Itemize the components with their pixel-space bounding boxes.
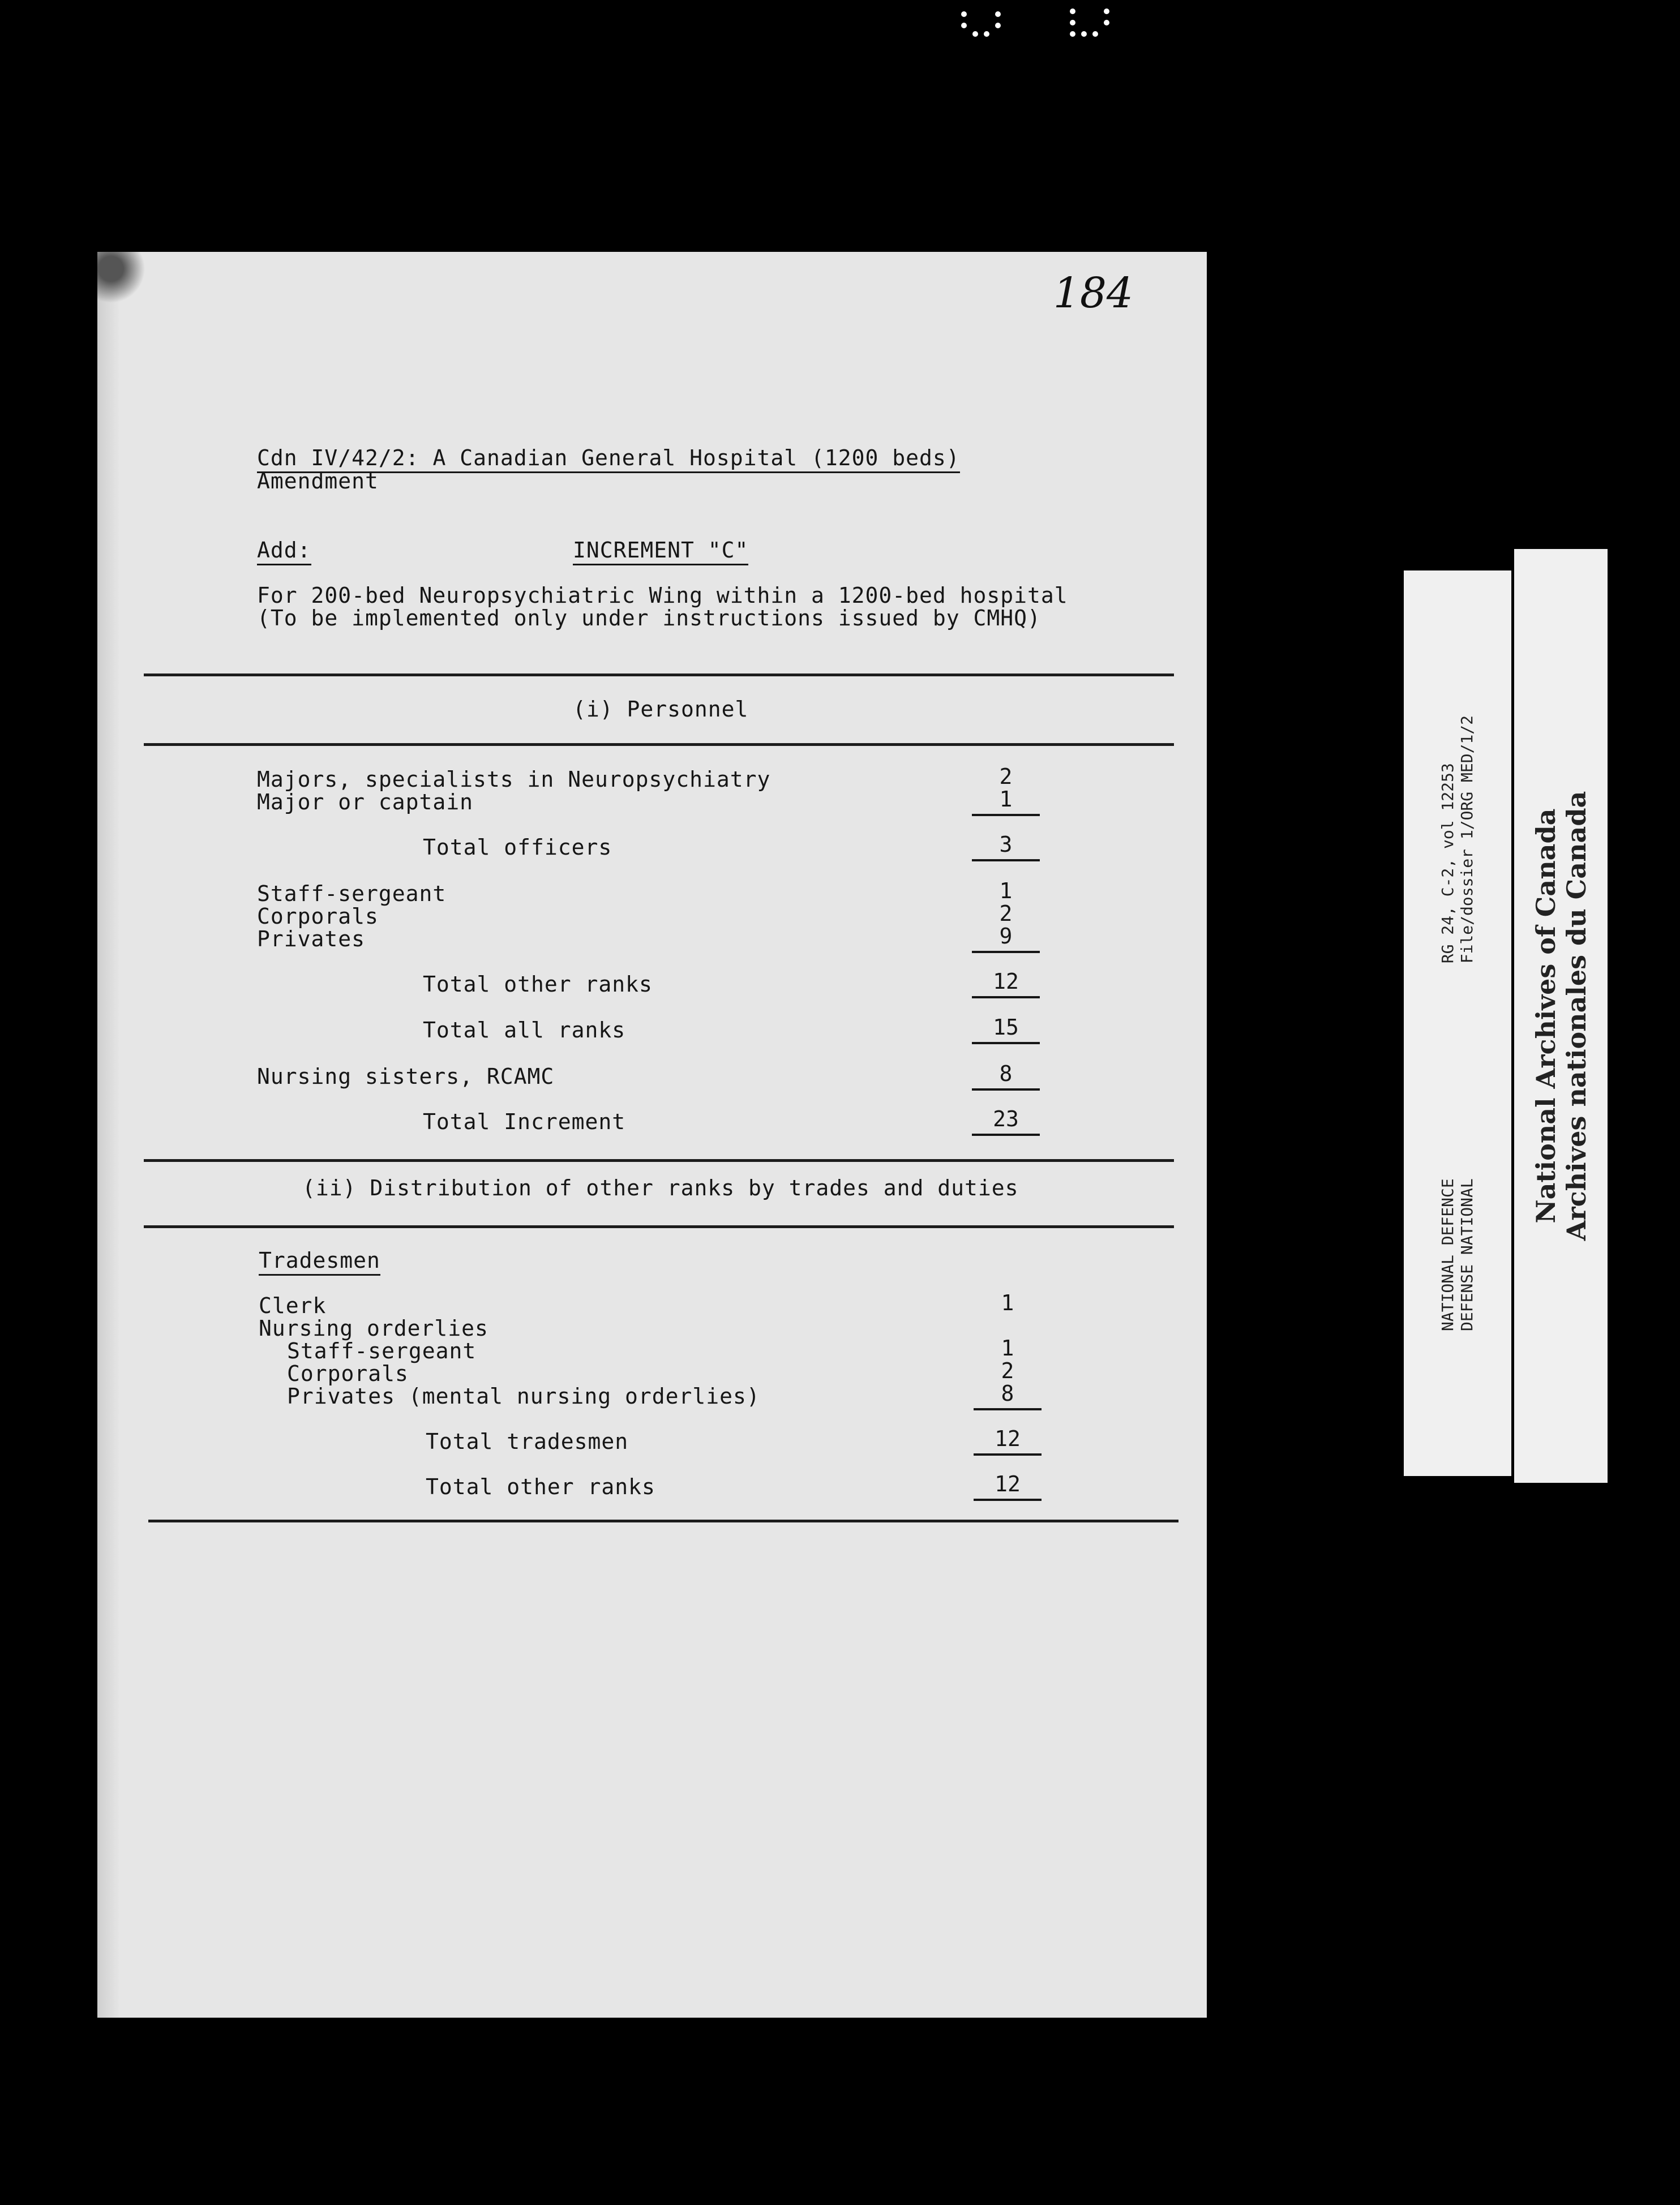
personnel-row-value: 2 — [999, 764, 1013, 789]
archive-name-text — [1531, 791, 1592, 1241]
distribution-row-value: 2 — [1001, 1358, 1014, 1383]
personnel-total-value: 15 — [972, 1015, 1040, 1044]
personnel-row-label: Major or captain — [257, 790, 474, 814]
distribution-row-label: Corporals — [287, 1361, 409, 1386]
archive-name-strip — [1514, 549, 1608, 1483]
archive-reference-line-1: RG 24, C-2, vol 12253 — [1438, 763, 1457, 964]
personnel-total-label: Total all ranks — [423, 1018, 626, 1043]
personnel-row-label: Staff-sergeant — [257, 881, 447, 906]
personnel-total-label: Total other ranks — [423, 972, 653, 997]
personnel-row-value: 9 — [972, 924, 1040, 953]
archive-reference-text — [1438, 715, 1477, 1331]
archive-reference-strip — [1404, 570, 1511, 1476]
add-label: Add: — [257, 538, 311, 565]
personnel-row-label: Majors, specialists in Neuropsychiatry — [257, 767, 771, 792]
punch-marks — [957, 0, 1126, 40]
section-rule — [144, 743, 1174, 746]
page-corner-stain — [97, 252, 165, 337]
distribution-total-label: Total other ranks — [426, 1474, 655, 1499]
personnel-row-label: Nursing sisters, RCAMC — [257, 1064, 555, 1089]
section-rule — [144, 1159, 1174, 1162]
personnel-heading: (i) Personnel — [573, 697, 749, 722]
department-name-en: NATIONAL DEFENCE — [1438, 1178, 1457, 1332]
distribution-total-label: Total tradesmen — [426, 1429, 629, 1454]
archive-name-en: National Archives of Canada — [1530, 808, 1561, 1224]
distribution-row-label: Clerk — [259, 1293, 327, 1318]
purpose-line-2: (To be implemented only under instructions issued by CMHQ) — [257, 606, 1041, 630]
department-name-fr: DEFENSE NATIONAL — [1458, 1178, 1476, 1332]
personnel-row-value: 1 — [999, 878, 1013, 903]
personnel-row-value: 2 — [999, 901, 1013, 926]
archive-reference-line-2: File/dossier 1/ORG MED/1/2 — [1458, 715, 1476, 964]
personnel-row-label: Corporals — [257, 904, 379, 929]
personnel-total-value: 12 — [972, 969, 1040, 998]
personnel-total-label: Total Increment — [423, 1109, 626, 1134]
section-rule — [144, 673, 1174, 676]
personnel-row-value: 1 — [972, 787, 1040, 816]
distribution-total-value: 12 — [974, 1472, 1042, 1501]
document-reference: Cdn IV/42/2: — [257, 445, 419, 470]
distribution-total-value: 12 — [974, 1426, 1042, 1456]
distribution-row-label: Privates (mental nursing orderlies) — [287, 1384, 760, 1409]
archive-name-fr: Archives nationales du Canada — [1561, 791, 1592, 1241]
document-title: A Canadian General Hospital (1200 beds) — [432, 445, 960, 470]
distribution-row-value: 1 — [1001, 1336, 1014, 1361]
personnel-total-label: Total officers — [423, 835, 612, 860]
folio-number: 184 — [1053, 269, 1133, 318]
distribution-heading: (ii) Distribution of other ranks by trades and duties — [302, 1176, 1019, 1200]
personnel-row-value: 8 — [972, 1061, 1040, 1091]
distribution-row-value: 8 — [974, 1381, 1042, 1410]
section-rule — [144, 1225, 1174, 1228]
distribution-row-label: Nursing orderlies — [259, 1316, 488, 1341]
tradesmen-heading: Tradesmen — [259, 1248, 380, 1276]
purpose-line-1: For 200-bed Neuropsychiatric Wing within a 1200-bed hospital — [257, 583, 1068, 608]
personnel-total-value: 3 — [972, 832, 1040, 861]
distribution-row-value: 1 — [1001, 1290, 1014, 1315]
document-page — [97, 252, 1207, 2018]
section-rule — [148, 1520, 1178, 1522]
document-subtitle: Amendment — [257, 469, 379, 494]
personnel-row-label: Privates — [257, 926, 366, 951]
increment-title: INCREMENT "C" — [573, 538, 748, 565]
page-edge-shadow — [97, 252, 120, 2018]
distribution-row-label: Staff-sergeant — [287, 1339, 477, 1363]
personnel-total-value: 23 — [972, 1106, 1040, 1136]
